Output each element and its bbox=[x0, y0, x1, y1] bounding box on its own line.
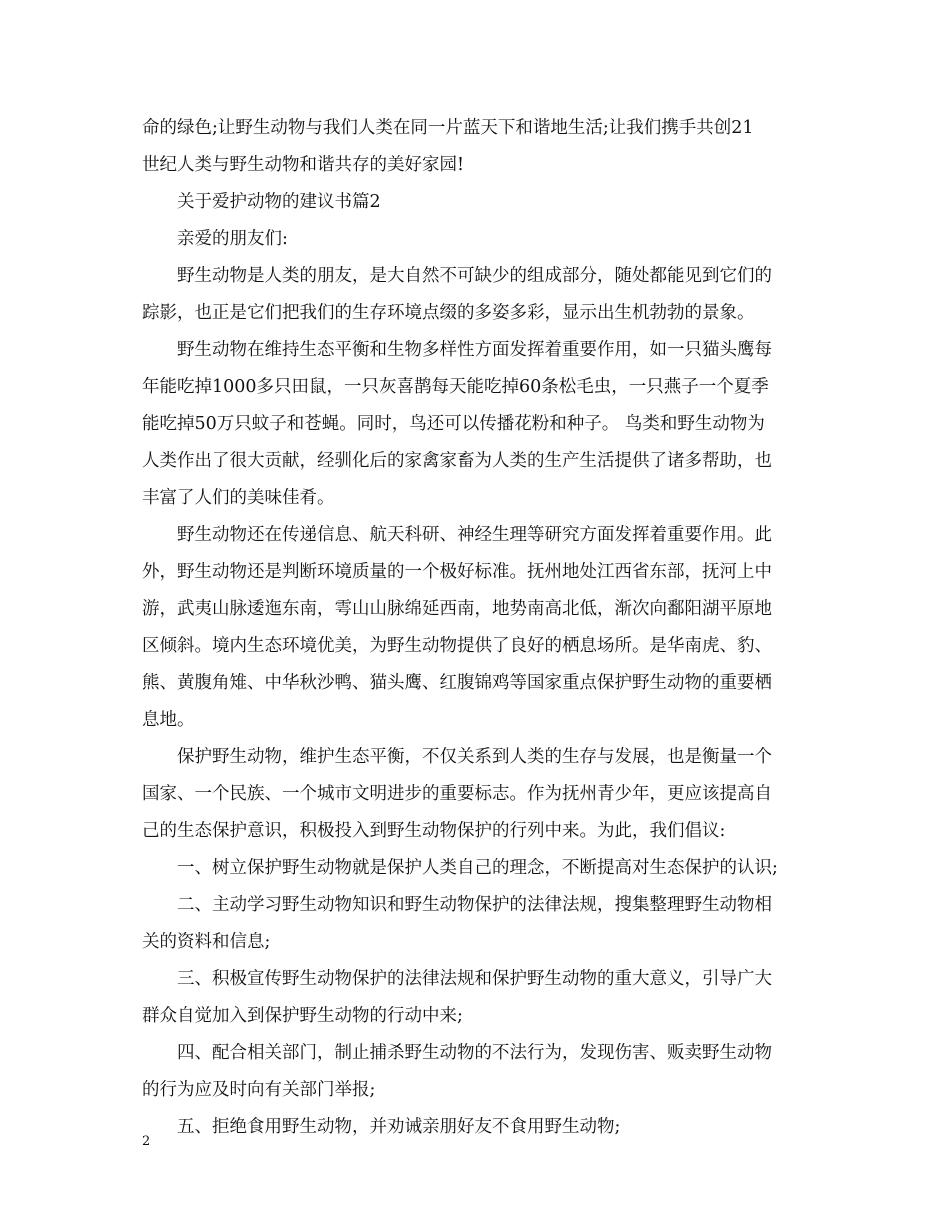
text-line: 五、拒绝食用野生动物，并劝诫亲朋好友不食用野生动物; bbox=[177, 1117, 621, 1137]
text-line: 四、配合相关部门，制止捕杀野生动物的不法行为，发现伤害、贩卖野生动物 bbox=[177, 1043, 772, 1063]
text-line: 外，野生动物还是判断环境质量的一个极好标准。抚州地处江西省东部，抚河上中 bbox=[142, 562, 772, 582]
text-line: 亲爱的朋友们: bbox=[177, 229, 288, 249]
text-line: 关于爱护动物的建议书篇2 bbox=[177, 192, 381, 212]
text-line: 国家、一个民族、一个城市文明进步的重要标志。作为抚州青少年，更应该提高自 bbox=[142, 784, 772, 804]
text-line: 保护野生动物，维护生态平衡，不仅关系到人类的生存与发展，也是衡量一个 bbox=[177, 747, 772, 767]
text-line: 关的资料和信息; bbox=[142, 932, 271, 952]
text-line: 息地。 bbox=[142, 710, 195, 730]
document-body bbox=[142, 110, 810, 1146]
text-line: 年能吃掉1000多只田鼠，一只灰喜鹊每天能吃掉60条松毛虫，一只燕子一个夏季 bbox=[142, 377, 769, 397]
text-line: 的行为应及时向有关部门举报; bbox=[142, 1080, 376, 1100]
text-line: 二、主动学习野生动物知识和野生动物保护的法律法规，搜集整理野生动物相 bbox=[177, 895, 772, 915]
text-line: 踪影，也正是它们把我们的生存环境点缀的多姿多彩，显示出生机勃勃的景象。 bbox=[142, 303, 755, 323]
text-line: 三、积极宣传野生动物保护的法律法规和保护野生动物的重大意义，引导广大 bbox=[177, 969, 772, 989]
text-line: 野生动物还在传递信息、航天科研、神经生理等研究方面发挥着重要作用。此 bbox=[177, 525, 772, 545]
text-line: 命的绿色;让野生动物与我们人类在同一片蓝天下和谐地生活;让我们携手共创21 bbox=[142, 118, 754, 138]
text-line: 己的生态保护意识，积极投入到野生动物保护的行列中来。为此，我们倡议: bbox=[142, 821, 726, 841]
text-line: 能吃掉50万只蚊子和苍蝇。同时，鸟还可以传播花粉和种子。 鸟类和野生动物为 bbox=[142, 414, 765, 434]
text-line: 人类作出了很大贡献，经驯化后的家禽家畜为人类的生产生活提供了诸多帮助，也 bbox=[142, 451, 772, 471]
text-line: 野生动物在维持生态平衡和生物多样性方面发挥着重要作用，如一只猫头鹰每 bbox=[177, 340, 772, 360]
page-number: 2 bbox=[142, 1134, 151, 1149]
text-line: 游，武夷山脉逶迤东南，雩山山脉绵延西南，地势南高北低，渐次向鄱阳湖平原地 bbox=[142, 599, 772, 619]
text-line: 世纪人类与野生动物和谐共存的美好家园! bbox=[142, 155, 465, 175]
text-line: 野生动物是人类的朋友，是大自然不可缺少的组成部分，随处都能见到它们的 bbox=[177, 266, 772, 286]
text-line: 一、树立保护野生动物就是保护人类自己的理念，不断提高对生态保护的认识; bbox=[177, 858, 778, 878]
text-line: 群众自觉加入到保护野生动物的行动中来; bbox=[142, 1006, 463, 1026]
text-line: 熊、黄腹角雉、中华秋沙鸭、猫头鹰、红腹锦鸡等国家重点保护野生动物的重要栖 bbox=[142, 673, 772, 693]
text-line: 丰富了人们的美味佳肴。 bbox=[142, 488, 335, 508]
text-line: 区倾斜。境内生态环境优美，为野生动物提供了良好的栖息场所。是华南虎、豹、 bbox=[142, 636, 772, 656]
